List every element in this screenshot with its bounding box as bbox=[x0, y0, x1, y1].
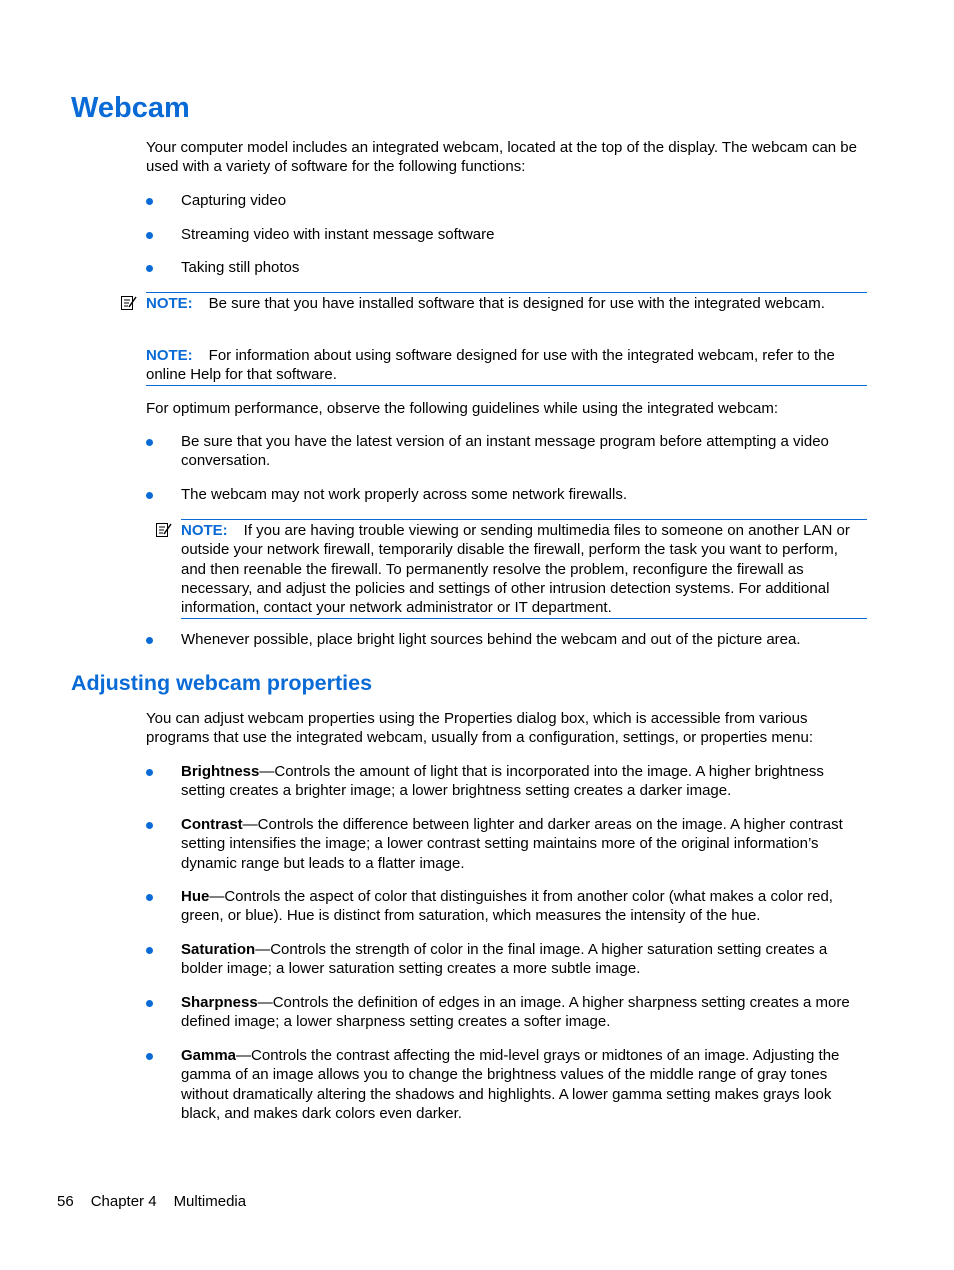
bullet-icon bbox=[146, 637, 153, 644]
properties-intro: You can adjust webcam properties using the Properties dialog box, which is accessible from various programs that use the integrated webcam, usually from a configuration, settings, or properties menu: bbox=[146, 710, 814, 747]
list-item-text bbox=[181, 887, 868, 926]
note-body: For information about using software designed for use with the integrated webcam, refer to the online Help for that software. bbox=[146, 347, 835, 384]
property-term: Saturation bbox=[181, 941, 256, 958]
bullet-icon bbox=[146, 822, 153, 829]
list-item-text: The webcam may not work properly across some network firewalls. bbox=[181, 486, 627, 503]
note-box bbox=[181, 519, 867, 619]
list-item-text: Streaming video with instant message software bbox=[181, 226, 495, 243]
property-term: Contrast bbox=[181, 816, 243, 833]
bullet-icon bbox=[146, 492, 153, 499]
property-term: Brightness bbox=[181, 763, 260, 780]
list-item-text: Capturing video bbox=[181, 192, 287, 209]
note-text bbox=[146, 294, 861, 313]
bullet-icon bbox=[146, 894, 153, 901]
list-item-text bbox=[181, 1046, 868, 1123]
page-title: Webcam bbox=[71, 92, 190, 124]
property-term: Gamma bbox=[181, 1047, 237, 1064]
list-item-text bbox=[181, 815, 868, 873]
chapter-label: Chapter 4 bbox=[90, 1193, 157, 1210]
note-icon bbox=[120, 294, 138, 312]
bullet-icon bbox=[146, 439, 153, 446]
property-desc: —Controls the definition of edges in an image. A higher sharpness setting creates a more defined image; a lower sharpness setting creates a softer image. bbox=[181, 994, 850, 1031]
section-label: Multimedia bbox=[173, 1193, 247, 1210]
bullet-icon bbox=[146, 1000, 153, 1007]
intro-paragraph: Your computer model includes an integrated webcam, located at the top of the display. The webcam can be used with a variety of software for the following functions: bbox=[146, 139, 857, 176]
list-item-text: Taking still photos bbox=[181, 259, 300, 276]
bullet-icon bbox=[146, 232, 153, 239]
note-body: If you are having trouble viewing or sending multimedia files to someone on another LAN or outside your network firewall, temporarily disable the firewall, perform the task you want to perform, and then reenable the firewall. To permanently resolve the problem, reconfigure the firewall as necessary, and adjust the policies and settings of other intrusion detection systems. For additional information, contact your network administrator or IT department. bbox=[181, 522, 850, 617]
guidelines-intro: For optimum performance, observe the following guidelines while using the integrated webcam: bbox=[146, 400, 778, 417]
note-label: NOTE: bbox=[146, 295, 193, 312]
list-item-text bbox=[181, 993, 868, 1032]
bullet-icon bbox=[146, 1053, 153, 1060]
note-text bbox=[181, 521, 861, 617]
list-item-text: Whenever possible, place bright light sources behind the webcam and out of the picture area. bbox=[181, 631, 801, 648]
property-desc: —Controls the contrast affecting the mid-level grays or midtones of an image. Adjusting the gamma of an image allows you to change the brightness values of the middle range of gray tones without dramatically altering the shadows and highlights. A lower gamma setting makes grays look black, and makes dark colors even darker. bbox=[181, 1047, 840, 1122]
note-icon bbox=[155, 521, 173, 539]
note-text bbox=[146, 346, 861, 385]
property-desc: —Controls the amount of light that is incorporated into the image. A higher brightness setting creates a brighter image; a lower brightness setting creates a darker image. bbox=[181, 763, 824, 800]
bullet-icon bbox=[146, 198, 153, 205]
note-label: NOTE: bbox=[181, 522, 228, 539]
bullet-icon bbox=[146, 769, 153, 776]
page-number: 56 bbox=[57, 1193, 74, 1210]
page-footer bbox=[57, 1192, 263, 1211]
note-box bbox=[146, 292, 867, 386]
property-term: Sharpness bbox=[181, 994, 258, 1011]
note-body: Be sure that you have installed software that is designed for use with the integrated webcam. bbox=[208, 295, 825, 312]
section-heading: Adjusting webcam properties bbox=[71, 671, 373, 695]
list-item-text: Be sure that you have the latest version of an instant message program before attempting a video conversation. bbox=[181, 433, 829, 470]
bullet-icon bbox=[146, 265, 153, 272]
property-term: Hue bbox=[181, 888, 210, 905]
property-desc: —Controls the strength of color in the final image. A higher saturation setting creates a bolder image; a lower saturation setting creates a more subtle image. bbox=[181, 941, 828, 978]
bullet-icon bbox=[146, 947, 153, 954]
list-item-text bbox=[181, 940, 868, 979]
property-desc: —Controls the aspect of color that distinguishes it from another color (what makes a color red, green, or blue). Hue is distinct from saturation, which measures the intensity of the hue. bbox=[181, 888, 833, 925]
list-item-text bbox=[181, 762, 868, 801]
property-desc: —Controls the difference between lighter and darker areas on the image. A higher contrast setting intensifies the image; a lower contrast setting maintains more of the original information’s dynamic range but leads to a flatter image. bbox=[181, 816, 843, 872]
note-label: NOTE: bbox=[146, 347, 193, 364]
